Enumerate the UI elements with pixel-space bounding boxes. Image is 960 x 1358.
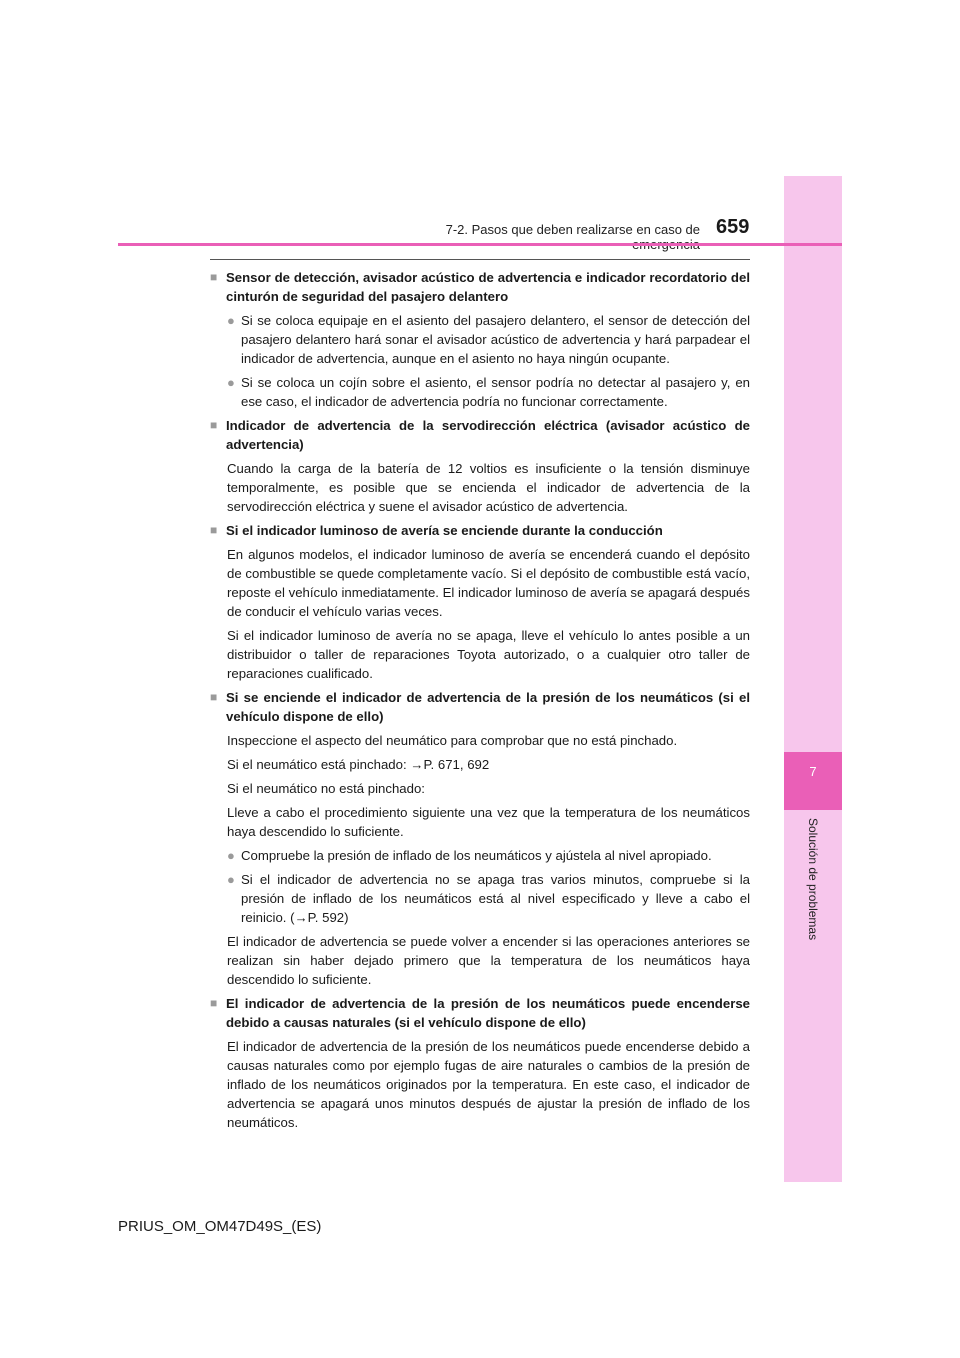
header-divider xyxy=(118,243,842,246)
square-bullet-icon: ■ xyxy=(210,523,218,537)
chapter-label: Solución de problemas xyxy=(806,818,820,941)
chapter-side-tab xyxy=(784,176,842,1182)
list-item: ● Si se coloca un cojín sobre el asiento, el sensor podría no detectar al pasajero y, en ese caso, el indicador de advertencia podría no funcionar correctamente. xyxy=(227,375,750,409)
section-heading: ■ Si se enciende el indicador de advertencia de la presión de los neumáticos (si el vehículo dispone de ello) xyxy=(210,690,750,724)
chapter-number: 7 xyxy=(809,764,817,779)
square-bullet-icon: ■ xyxy=(210,996,218,1010)
square-bullet-icon: ■ xyxy=(210,690,218,704)
content-divider xyxy=(210,259,750,260)
paragraph-page-reference[interactable]: Si el neumático está pinchado: →P. 671, 692 xyxy=(227,757,490,772)
paragraph: Cuando la carga de la batería de 12 voltios es insuficiente o la tensión disminuye temporalmente, es posible que se encienda el indicador de advertencia de la servodirección eléctrica y suene el avisador acústico de advertencia. xyxy=(227,461,750,514)
circle-bullet-icon: ● xyxy=(227,872,235,887)
list-item: ● Si el indicador de advertencia no se apaga tras varios minutos, compruebe si la presión de inflado de los neumáticos está al nivel especificado y lleve a cabo el reinicio. (→P. 592) xyxy=(227,872,750,925)
list-item: ● Compruebe la presión de inflado de los neumáticos y ajústela al nivel apropiado. xyxy=(227,848,712,863)
section-heading: ■ El indicador de advertencia de la presión de los neumáticos puede encenderse debido a causas naturales (si el vehículo dispone de ello) xyxy=(210,996,750,1030)
paragraph: El indicador de advertencia de la presión de los neumáticos puede encenderse debido a causas naturales como por ejemplo fugas de aire naturales o cambios de la presión de inflado de los neumáticos originados por la temperatura. En este caso, el indicador de advertencia se apagará unos minutos después de ajustar la presión de inflado de los neumáticos. xyxy=(227,1039,750,1130)
section-heading: ■ Indicador de advertencia de la servodirección eléctrica (avisador acústico de advertencia) xyxy=(210,418,750,452)
list-item: ● Si se coloca equipaje en el asiento del pasajero delantero, el sensor de detección del pasajero delantero hará sonar el avisador acústico de advertencia y hará parpadear el indicador de advertencia, aunque en el asiento no haya ningún ocupante. xyxy=(227,313,750,366)
paragraph: En algunos modelos, el indicador luminoso de avería se encenderá cuando el depósito de combustible se quede completamente vacío. Si el depósito de combustible está vacío, reposte el vehículo inmediatamente. El indicador luminoso de avería se apagará después de conducir el vehículo varias veces. xyxy=(227,547,750,619)
section-heading: ■ Sensor de detección, avisador acústico de advertencia e indicador recordatorio del cinturón de seguridad del pasajero delantero xyxy=(210,270,750,304)
section-header-title: 7-2. Pasos que deben realizarse en caso de xyxy=(445,222,700,237)
circle-bullet-icon: ● xyxy=(227,848,235,863)
paragraph: Inspeccione el aspecto del neumático para comprobar que no está pinchado. xyxy=(227,733,678,748)
paragraph: Si el indicador luminoso de avería no se apaga, lleve el vehículo lo antes posible a un distribuidor o taller de reparaciones Toyota autorizado, o a cualquier otro taller de reparaciones cualificado. xyxy=(227,628,750,681)
square-bullet-icon: ■ xyxy=(210,270,218,284)
paragraph: El indicador de advertencia se puede volver a encender si las operaciones anteriores se realizan sin haber dejado primero que la temperatura de los neumáticos haya descendido lo suficiente. xyxy=(227,934,750,987)
page-number: 659 xyxy=(716,216,750,238)
page-content xyxy=(210,268,750,1137)
square-bullet-icon: ■ xyxy=(210,418,218,432)
paragraph: Si el neumático no está pinchado: xyxy=(227,781,425,796)
document-code: PRIUS_OM_OM47D49S_(ES) xyxy=(118,1218,322,1235)
paragraph: Lleve a cabo el procedimiento siguiente una vez que la temperatura de los neumáticos haya descendido lo suficiente. xyxy=(227,805,750,839)
circle-bullet-icon: ● xyxy=(227,313,235,328)
chapter-side-tab-active[interactable] xyxy=(784,752,842,810)
section-heading: ■ Si el indicador luminoso de avería se enciende durante la conducción xyxy=(210,523,663,538)
circle-bullet-icon: ● xyxy=(227,375,235,390)
